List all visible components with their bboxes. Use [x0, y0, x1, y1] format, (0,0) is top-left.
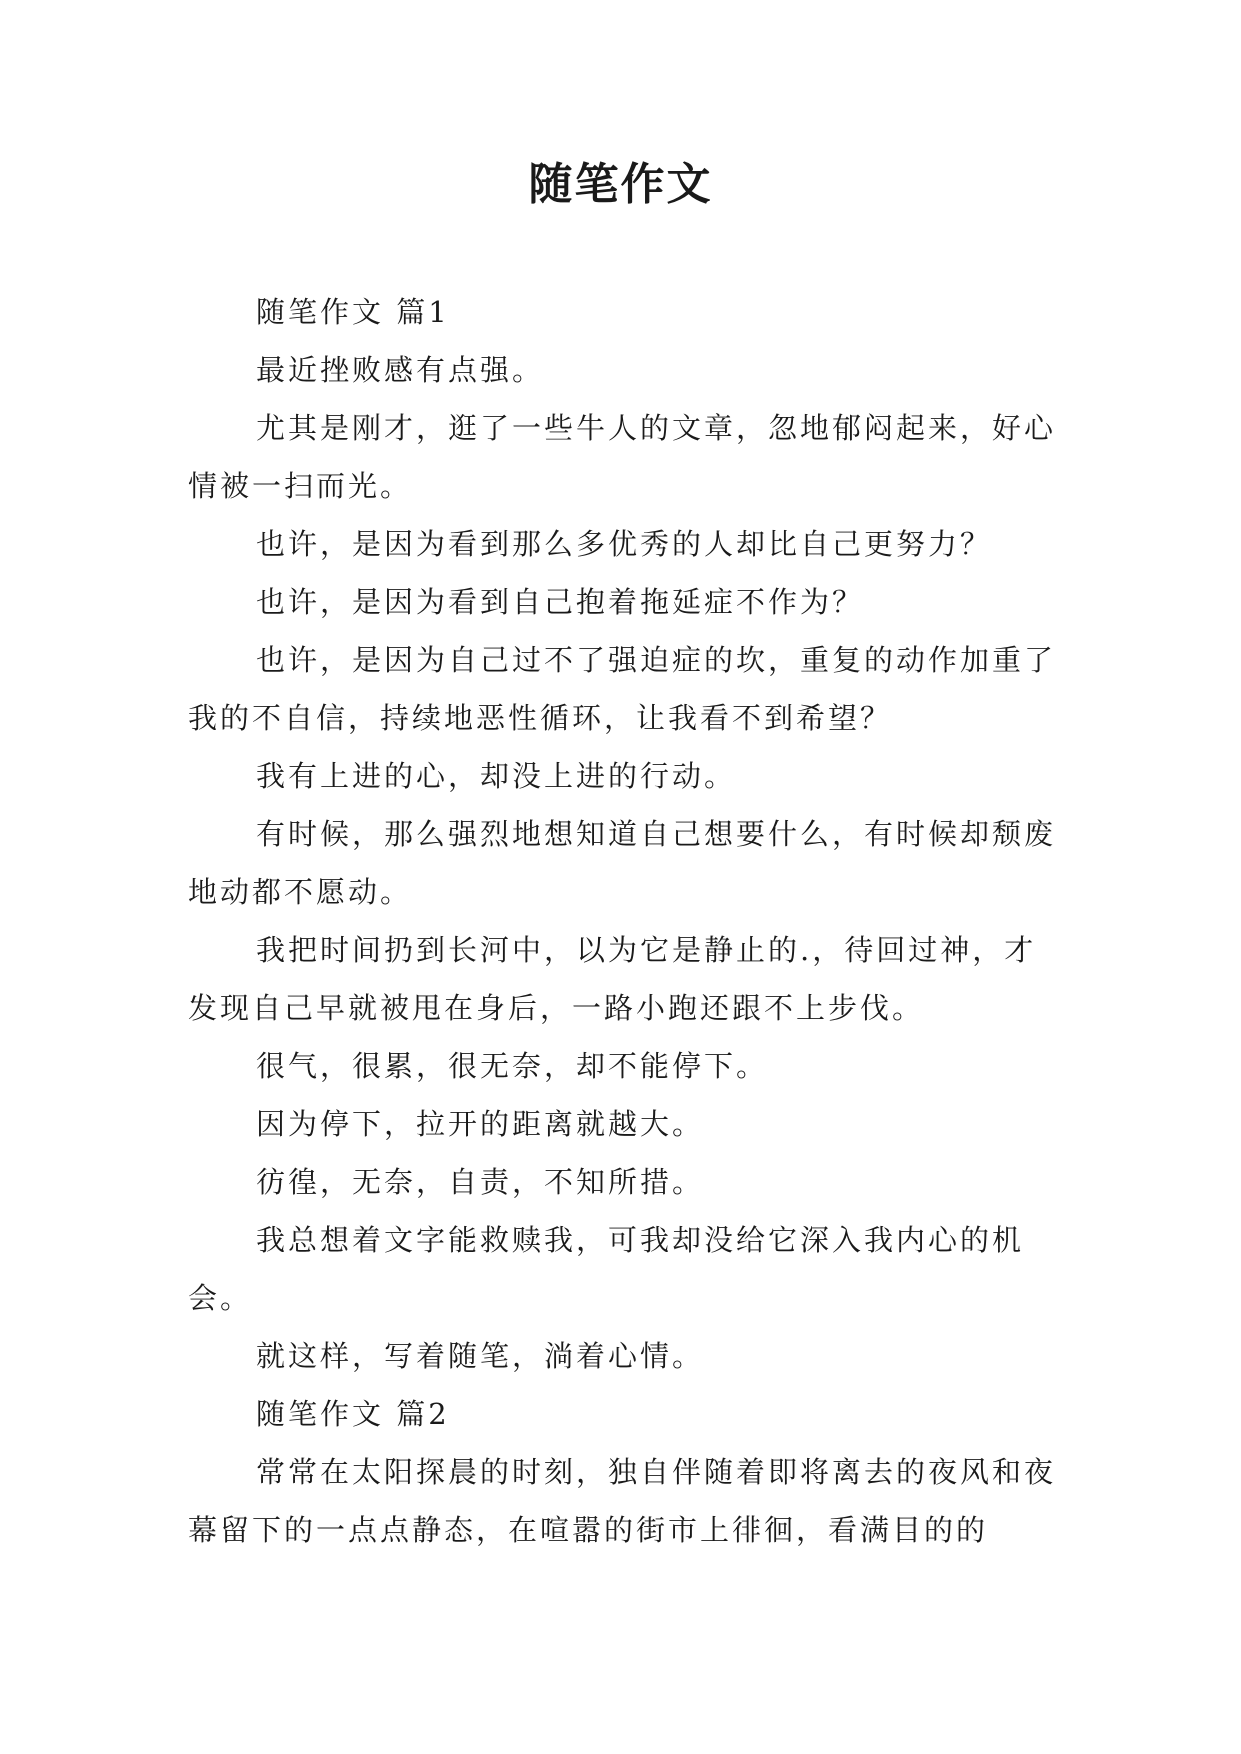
paragraph: 尤其是刚才，逛了一些牛人的文章，忽地郁闷起来，好心情被一扫而光。 [188, 411, 1057, 503]
paragraph: 很气，很累，很无奈，却不能停下。 [256, 1049, 769, 1083]
paragraph: 也许，是因为自己过不了强迫症的坎，重复的动作加重了我的不自信，持续地恶性循环，让我看不到希望？ [188, 643, 1057, 735]
essay-heading-1: 随笔作文 篇1 [256, 295, 450, 329]
document-body [188, 283, 1058, 1559]
paragraph: 我有上进的心，却没上进的行动。 [256, 759, 737, 793]
paragraph: 彷徨，无奈，自责，不知所措。 [256, 1165, 705, 1199]
paragraph: 也许，是因为看到那么多优秀的人却比自己更努力？ [256, 527, 993, 561]
paragraph: 就这样，写着随笔，淌着心情。 [256, 1339, 705, 1373]
paragraph: 我把时间扔到长河中，以为它是静止的.，待回过神，才发现自己早就被甩在身后，一路小跑还跟不上步伐。 [188, 933, 1037, 1025]
paragraph: 有时候，那么强烈地想知道自己想要什么，有时候却颓废地动都不愿动。 [188, 817, 1057, 909]
paragraph: 常常在太阳探晨的时刻，独自伴随着即将离去的夜风和夜幕留下的一点点静态，在喧嚣的街市上徘徊，看满目的的 [188, 1455, 1057, 1547]
paragraph: 我总想着文字能救赎我，可我却没给它深入我内心的机会。 [188, 1223, 1025, 1315]
paragraph: 最近挫败感有点强。 [256, 353, 545, 387]
paragraph: 因为停下，拉开的距离就越大。 [256, 1107, 705, 1141]
essay-heading-2: 随笔作文 篇2 [256, 1397, 450, 1431]
document-title: 随笔作文 [528, 159, 713, 210]
paragraph: 也许，是因为看到自己抱着拖延症不作为？ [256, 585, 865, 619]
